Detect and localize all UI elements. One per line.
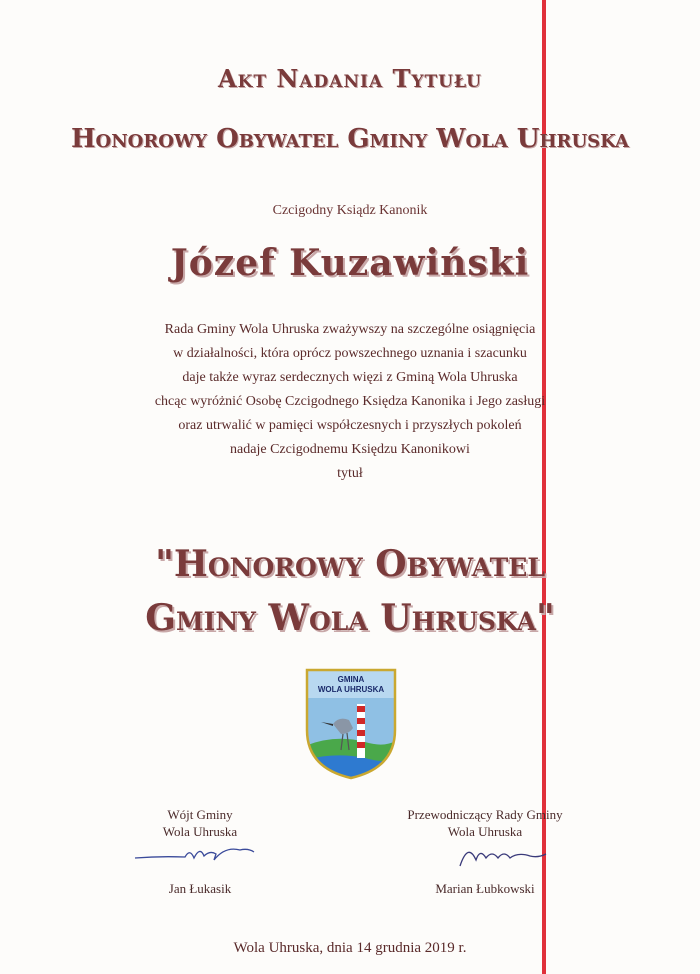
signatory-role-place: Wola Uhruska bbox=[162, 824, 238, 839]
body-line: Rada Gminy Wola Uhruska zważywszy na szczególne osiągnięcia bbox=[164, 322, 536, 337]
body-line: oraz utrwalić w pamięci współczesnych i przyszłych pokoleń bbox=[178, 418, 522, 433]
recipient-name: Józef Kuzawiński bbox=[170, 242, 530, 284]
body-line: chcąc wyróżnić Osobę Czcigodnego Księdza Kanonika i Jego zasługi bbox=[154, 394, 546, 409]
signature-left bbox=[130, 840, 260, 870]
body-line: w działalności, która oprócz powszechnego uznania i szacunku bbox=[173, 346, 527, 361]
body-line: tytuł bbox=[337, 466, 363, 481]
signatory-name: Jan Łukasik bbox=[168, 881, 232, 896]
signature-right bbox=[450, 838, 550, 872]
certificate-heading: Akt Nadania Tytułu bbox=[218, 64, 482, 93]
signatory-role-place: Wola Uhruska bbox=[447, 824, 523, 839]
signatory-role: Wójt Gminy bbox=[167, 807, 233, 822]
award-title-line-1: "Honorowy Obywatel bbox=[155, 543, 545, 585]
signatory-role: Przewodniczący Rady Gminy bbox=[407, 807, 563, 822]
place-and-date: Wola Uhruska, dnia 14 grudnia 2019 r. bbox=[233, 940, 467, 956]
body-line: nadaje Czcigodnemu Księdzu Kanonikowi bbox=[230, 442, 470, 457]
signatory-name: Marian Łubkowski bbox=[435, 881, 535, 896]
certificate-body bbox=[0, 318, 700, 486]
emblem-text-bottom: WOLA UHRUSKA bbox=[317, 685, 385, 694]
certificate-subheading: Honorowy Obywatel Gminy Wola Uhruska bbox=[70, 124, 630, 154]
emblem-text-top: GMINA bbox=[337, 675, 365, 684]
award-title-line-2: Gminy Wola Uhruska" bbox=[145, 597, 555, 639]
recipient-title: Czcigodny Ksiądz Kanonik bbox=[272, 203, 428, 218]
coat-of-arms-emblem bbox=[305, 668, 397, 780]
body-line: daje także wyraz serdecznych więzi z Gminą Wola Uhruska bbox=[182, 370, 518, 385]
